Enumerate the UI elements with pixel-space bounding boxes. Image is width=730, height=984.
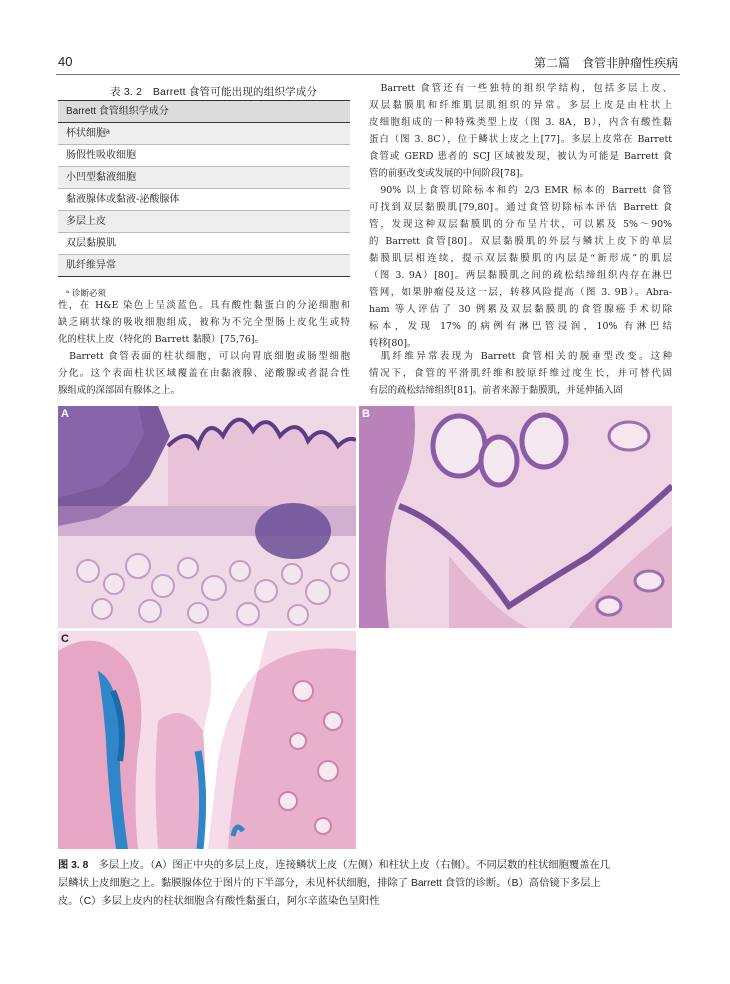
header-rule [56,74,680,75]
right-paragraph-3 [369,348,672,399]
histology-image-a [58,406,356,628]
page-number: 40 [58,54,73,69]
left-paragraph-2 [58,348,350,399]
caption-line: 皮。（C）多层上皮内的柱状细胞含有酸性黏蛋白，阿尔辛蓝染色呈阳性 [58,896,380,907]
table-row: 杯状细胞ᵃ [58,123,350,145]
histology-table [58,100,350,277]
caption-line: 层鳞状上皮细胞之上。黏膜腺体位于图片的下半部分，未见杯状细胞，排除了 Barrett 食管的诊断。（B）高倍镜下多层上 [58,878,601,889]
text-line: 管，发现这种双层黏膜肌的分布呈片状，可以累及 5%～90% [369,219,672,230]
text-line: 食管或 GERD 患者的 SCJ 区域被发现，被认为可能是 Barrett 食 [369,151,672,162]
text-line: ham 等人评估了 30 例累及双层黏膜肌的食管腺癌手术切除 [369,304,672,315]
panel-label-b: B [362,408,370,420]
text-line: 的 Barrett 食管[80]。双层黏膜肌的外层与鳞状上皮下的单层 [369,236,672,247]
table-header: Barrett 食管组织学成分 [58,100,350,123]
panel-label-c: C [61,633,69,645]
table-row: 肠假性吸收细胞 [58,145,350,167]
caption-text: 多层上皮。（A）图正中央的多层上皮，连接鳞状上皮（左侧）和柱状上皮（右侧）。不同层数的柱状细胞覆盖在几 [88,860,611,871]
figure-panel-b [359,406,672,628]
text-line: 标本，发现 17% 的病例有淋巴管浸润，10% 有淋巴结 [369,321,672,332]
running-title: 第二篇 食管非肿瘤性疾病 [533,56,678,70]
text-line: 管的前驱改变或发展的中间阶段[78]。 [369,168,529,179]
table-footnote: ᵃ 诊断必须 [66,289,106,299]
text-line: 管网，如果肿瘤侵及这一层，转移风险提高（图 3. 9B）。Abra- [369,287,672,298]
table-title: 表 3. 2 Barrett 食管可能出现的组织学成分 [110,86,318,98]
text-line: 有层的疏松结缔组织[81]。前者来源于黏膜肌，并延伸插入固 [369,385,623,396]
table-row: 多层上皮 [58,211,350,233]
text-line: 分化。这个表面柱状区域覆盖在由黏液腺、泌酸腺或者混合性 [58,368,350,379]
caption-label: 图 3. 8 [58,860,89,871]
figure-panel-a [58,406,356,628]
figure-panel-c [58,631,356,849]
text-line: 双层黏膜肌和纤维肌层肌组织的异常。多层上皮是由柱状上 [369,100,672,111]
right-paragraph-1 [369,80,672,182]
histology-image-b [359,406,672,628]
text-line: 肌纤维异常表现为 Barrett 食管相关的脱垂型改变。这种 [369,351,672,362]
text-line: 情况下，食管的平滑肌纤维和胶原纤维过度生长，并可替代固 [369,368,672,379]
text-line: Barrett 食管还有一些独特的组织学结构，包括多层上皮、 [369,83,672,94]
histology-image-c [58,631,356,849]
text-line: 90% 以上食管切除标本和约 2/3 EMR 标本的 Barrett 食管 [369,185,672,196]
table-row: 小凹型黏液细胞 [58,167,350,189]
table-row: 黏液腺体或黏液-泌酸腺体 [58,189,350,211]
panel-label-a: A [61,408,69,420]
text-line: （图 3. 9A）[80]。两层黏膜肌之间的疏松结缔组织内存在淋巴 [369,270,672,281]
text-line: Barrett 食管表面的柱状细胞，可以向胃底细胞或肠型细胞 [58,351,350,362]
text-line: 腺组成的深部固有腺体之上。 [58,385,180,396]
caption-line [58,857,663,875]
text-line: 转移[80]。 [369,338,417,349]
text-line: 化的柱状上皮（特化的 Barrett 黏膜）[75,76]。 [58,334,264,345]
text-line: 黏膜肌层相连续，提示双层黏膜肌的内层是“新形成”的肌层 [369,253,672,264]
text-line: 蛋白（图 3. 8C），位于鳞状上皮之上[77]。多层上皮常在 Barrett [369,134,672,145]
text-line: 缺乏刷状缘的吸收细胞组成，被称为不完全型肠上皮化生或特 [58,317,350,328]
right-paragraph-2 [369,182,672,352]
table-row: 肌纤维异常 [58,255,350,277]
text-line: 性，在 H&E 染色上呈淡蓝色。具有酸性黏蛋白的分泌细胞和 [58,300,350,311]
text-line: 皮细胞组成的一种特殊类型上皮（图 3. 8A，B），内含有酸性黏 [369,117,672,128]
left-paragraph-1 [58,297,350,348]
table-row: 双层黏膜肌 [58,233,350,255]
text-line: 可找到双层黏膜肌[79,80]。通过食管切除标本评估 Barrett 食 [369,202,672,213]
figure-caption [58,857,663,911]
